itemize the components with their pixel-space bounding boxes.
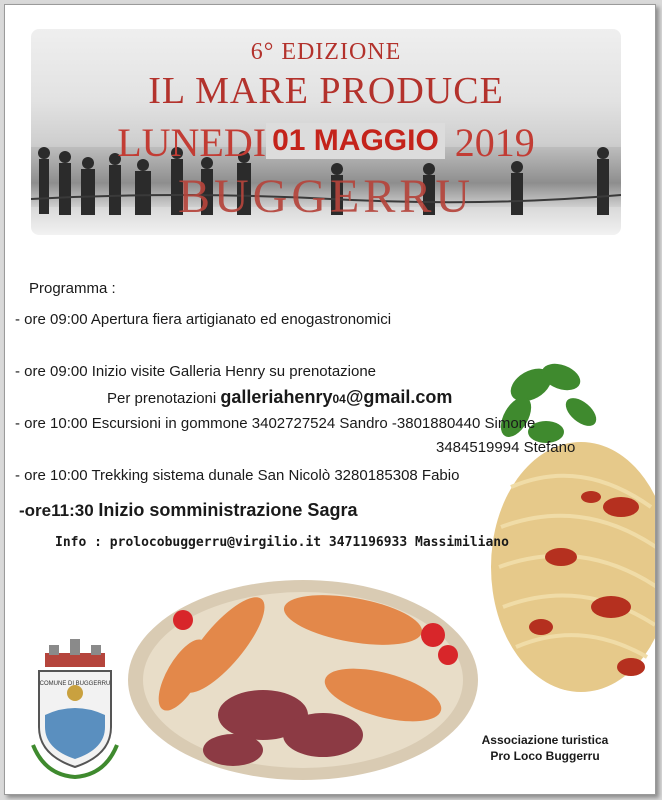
date-day-month: 01 MAGGIO (266, 123, 445, 159)
email-user-suffix: 04 (332, 392, 346, 406)
organizer-line-1: Associazione turistica (481, 733, 609, 747)
program-item-fair: - ore 09:00 Apertura fiera artigianato ed enogastronomici (15, 311, 392, 328)
weekday: LUNEDI (117, 120, 267, 165)
booking-label: Per prenotazioni (107, 390, 217, 407)
header-banner (31, 29, 621, 235)
program-item-sagra (19, 500, 357, 521)
crest-label: COMUNE DI BUGGERRU (39, 681, 111, 687)
seafood-platter-illustration (123, 565, 483, 785)
program-item-boat: - ore 10:00 Escursioni in gommone 3402727524 Sandro -3801880440 Simone (15, 415, 536, 432)
event-poster (4, 4, 656, 795)
sagra-time: -ore11:30 (19, 501, 94, 520)
email-user: galleriahenry (220, 387, 333, 407)
event-date (31, 119, 621, 163)
organizer-line-2: Pro Loco Buggerru (490, 749, 600, 763)
sagra-text: Inizio somministrazione Sagra (98, 500, 358, 520)
info-contact: Info : prolocobuggerru@virgilio.it 3471196933 Massimiliano (55, 535, 509, 550)
municipality-crest (25, 635, 125, 785)
program-heading: Programma : (29, 280, 116, 297)
edition-label: 6° EDIZIONE (250, 39, 402, 65)
program-item-trekking: - ore 10:00 Trekking sistema dunale San Nicolò 3280185308 Fabio (15, 467, 460, 484)
booking-email[interactable] (220, 387, 452, 407)
year: 2019 (454, 120, 535, 165)
organizer-block (445, 732, 645, 764)
town-name: BUGGERRU (177, 170, 475, 223)
email-domain: @gmail.com (345, 387, 453, 407)
booking-line (107, 387, 452, 408)
event-title: IL MARE PRODUCE (148, 70, 504, 112)
program-item-gallery: - ore 09:00 Inizio visite Galleria Henry su prenotazione (15, 363, 377, 380)
program-item-boat-phone: 3484519994 Stefano (436, 439, 576, 456)
